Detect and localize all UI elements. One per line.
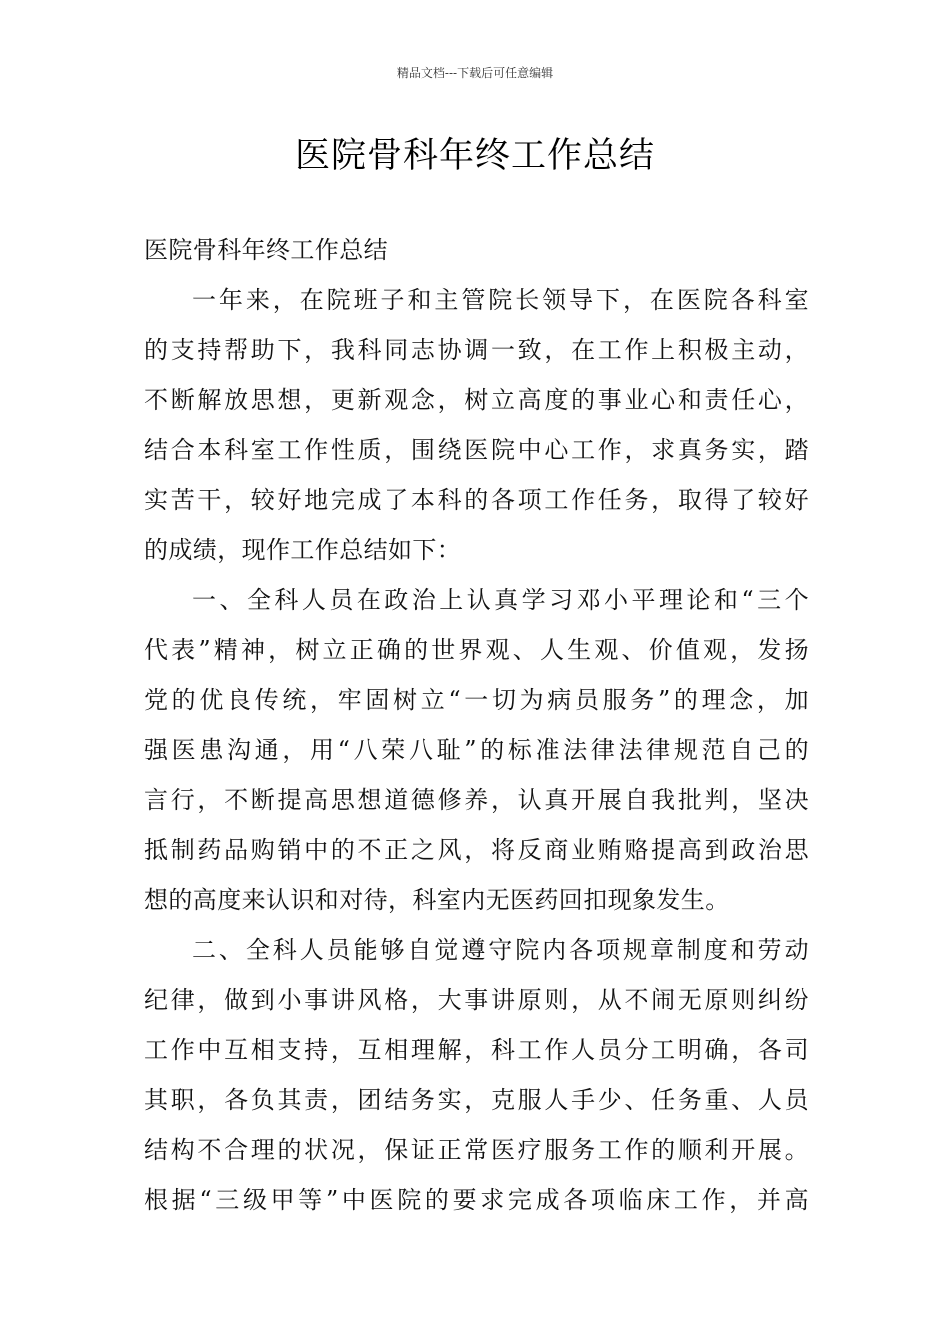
paragraph-1-line-5: 实苦干，较好地完成了本科的各项工作任务，取得了较好 [144, 486, 809, 514]
paragraph-2-line-2: 代表”精神，树立正确的世界观、人生观、价值观，发扬 [144, 636, 809, 664]
document-title: 医院骨科年终工作总结 [294, 136, 655, 176]
document-subtitle: 医院骨科年终工作总结 [144, 236, 388, 264]
paragraph-2-line-5: 言行，不断提高思想道德修养，认真开展自我批判，坚决 [144, 786, 809, 814]
paragraph-2-line-4: 强医患沟通，用“八荣八耻”的标准法律法律规范自己的 [144, 736, 809, 764]
paragraph-3-line-3: 工作中互相支持，互相理解，科工作人员分工明确，各司 [144, 1036, 809, 1064]
paragraph-1-line-2: 的支持帮助下，我科同志协调一致，在工作上积极主动， [144, 336, 809, 364]
paragraph-2-line-1: 一、全科人员在政治上认真学习邓小平理论和“三个 [192, 586, 809, 614]
paragraph-2-line-6: 抵制药品购销中的不正之风，将反商业贿赂提高到政治思 [144, 836, 809, 864]
paragraph-3-line-2: 纪律，做到小事讲风格，大事讲原则，从不闹无原则纠纷 [144, 986, 809, 1014]
paragraph-3-line-6: 根据“三级甲等”中医院的要求完成各项临床工作，并高 [144, 1186, 809, 1214]
paragraph-2-line-7: 想的高度来认识和对待，科室内无医药回扣现象发生。 [144, 886, 730, 914]
paragraph-1-line-6: 的成绩，现作工作总结如下： [144, 536, 462, 564]
document-body [144, 230, 809, 1230]
paragraph-3-line-5: 结构不合理的状况，保证正常医疗服务工作的顺利开展。 [144, 1136, 809, 1164]
header-note: 精品文档---下载后可任意编辑 [396, 66, 554, 80]
paragraph-3-line-1: 二、全科人员能够自觉遵守院内各项规章制度和劳动 [192, 936, 809, 964]
paragraph-1-line-4: 结合本科室工作性质，围绕医院中心工作，求真务实，踏 [144, 436, 809, 464]
paragraph-1-line-1: 一年来，在院班子和主管院长领导下，在医院各科室 [192, 286, 809, 314]
paragraph-2-line-3: 党的优良传统，牢固树立“一切为病员服务”的理念，加 [144, 686, 809, 714]
paragraph-1-line-3: 不断解放思想，更新观念，树立高度的事业心和责任心， [144, 386, 809, 414]
paragraph-3-line-4: 其职，各负其责，团结务实，克服人手少、任务重、人员 [144, 1086, 809, 1114]
